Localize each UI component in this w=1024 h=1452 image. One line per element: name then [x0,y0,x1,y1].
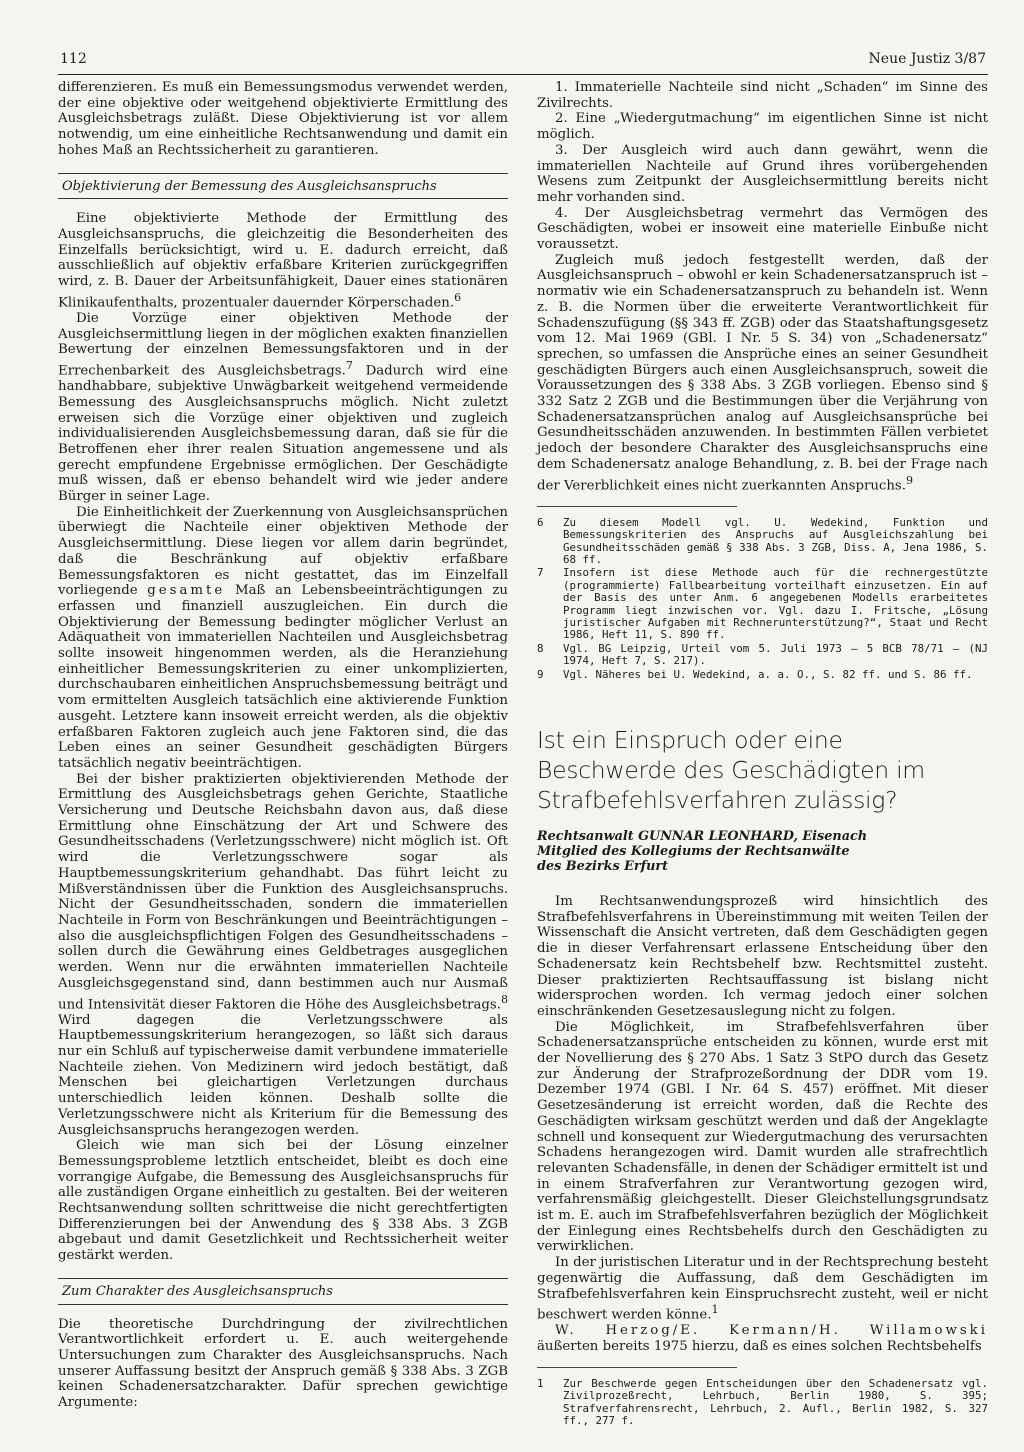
list-item: 3. Der Ausgleich wird auch dann gewährt, wenn die immateriellen Nachteile auf Grund ihres vorübergehenden Wesens zum Zeitpunkt der Ausgleichsermittlung bereits nicht mehr vorhanden sind. [537,142,988,205]
spaced-emphasis: gesamte [147,583,226,599]
intro-paragraph: differenzieren. Es muß ein Bemessungsmodus verwendet werden, der eine objektive oder weitgehend objektivierte Ermittlung des Ausgleichsbetrags zuläßt. Diese Objektivierung ist vor allem notwendig, um eine einheitliche Rechtsanwendung und damit ein hohes Maß an Rechtssicherheit zu garantieren. [58,80,508,158]
footnote [537,567,988,641]
footnote-divider [537,506,737,507]
paragraph-text: Bei der bisher praktizierten objektivierenden Methode der Ermittlung des Ausgleichsbetrags gehen Gerichte, Staatliche Versicherung und Deutsche Reichsbahn davon aus, daß diese Ermittlung ohne Einschätzung der Art und Schwere des Gesundheitsschadens (Verletzungsschwere) nicht möglich ist. Oft wird die Verletzungsschwere sogar als Hauptbemessungskriterium gehandhabt. Das führt leicht zu Mißverständnissen über die Funktion des Ausgleichsanspruchs. Nicht der Gesundheitsschaden, sondern die immateriellen Nachteile in Form von Beschränkungen und Beeinträchtigungen – also die ausgleichspflichtigen Folgen des Gesundheitsschadens – sollen durch die Gewährung eines Geldbetrages ausgeglichen werden. Wenn nur die erwähnten immateriellen Nachteile Ausgleichsgegenstand sind, dann bestimmen auch nur Ausmaß und Intensivität dieser Faktoren die Höhe des Ausgleichsbetrags. [58,771,508,1012]
paragraph-text: äußerten bereits 1975 hierzu, daß es eines solchen Rechtsbehelfs [537,1339,982,1355]
author-block [537,829,988,874]
paragraph [537,1323,988,1354]
footnote [537,1378,988,1428]
paragraph [58,772,508,1139]
footnote-text: Vgl. BG Leipzig, Urteil vom 5. Juli 1973 – 5 BCB 78/71 – (NJ 1974, Heft 7, S. 217). [563,641,988,668]
paragraph-text: Zugleich muß jedoch festgestellt werden, daß der Ausgleichsanspruch – obwohl er kein Schadenersatzanspruch ist – normativ wie ein Schadenersatzanspruch zu behandeln ist. Wenn z. B. die Normen über die erweiterte Verantwortlichkeit für Schadenszufügung (§§ 343 ff. ZGB) oder das Staatshaftungsgesetz vom 12. Mai 1969 (GBl. I Nr. 5 S. 34) von „Schadenersatz“ sprechen, so umfassen die Ansprüche eines an seiner Gesundheit geschädigten Bürgers auch einen Ausgleichsanspruch, soweit die Voraussetzungen des § 338 Abs. 3 ZGB vorliegen. Ebenso sind § 332 Satz 2 ZGB und die Bestimmungen über die Verjährung von Schadenersatzansprüchen analog auf Ausgleichsansprüche bei Gesundheitsschäden anzuwenden. In bestimmten Fällen verbietet jedoch der besondere Charakter des Ausgleichsanspruchs eine dem Schadenersatz analoge Behandlung, z. B. bei der Frage nach der Vererblichkeit eines nicht zuerkannten Anspruchs. [537,252,988,493]
footnote-ref: 9 [905,473,914,487]
footnote-text: Vgl. Näheres bei U. Wedekind, a. a. O., S. 82 ff. und S. 86 ff. [563,667,973,681]
paragraph: Im Rechtsanwendungsprozeß wird hinsichtlich des Strafbefehlsverfahrens in Übereinstimmung mit weiten Teilen der Wissenschaft die Ansicht vertreten, daß dem Geschädigten gegen die in dieser Verfahrensart erlassene Entscheidung über den Schadenersatz kein Rechtsbehelf bzw. Rechtsmittel zusteht. Dieser praktizierten Rechtsauffassung ist bislang nicht widersprochen worden. Ich vermag jedoch einer solchen einschränkenden Gesetzesauslegung nicht zu folgen. [537,893,988,1019]
footnote-ref: 6 [454,290,462,304]
paragraph [537,1255,988,1323]
footnote-ref: 7 [345,358,353,372]
footnote [537,643,988,668]
paragraph-text: Eine objektivierte Methode der Ermittlung des Ausgleichsanspruchs, die gleichzeitig die Besonderheiten des Einzelfalls berücksichtigt, wird u. E. dadurch erreicht, daß ausschließlich auf objektiv erfaßbare Kriterien zurückgegriffen wird, z. B. Dauer der Arbeitsunfähigkeit, Dauer eines stationären Klinikaufenthalts, prozentualer dauernder Körperschaden. [58,211,508,311]
footnote-divider [537,1367,737,1368]
footnote-number: 9 [537,667,544,681]
paragraph-text: In der juristischen Literatur und in der Rechtsprechung besteht gegenwärtig die Auffassung, daß dem Geschädigten im Strafbefehlsverfahren kein Einspruchsrecht zusteht, weil er nicht beschwert werden könne. [537,1255,988,1323]
author-name: Rechtsanwalt GUNNAR LEONHARD, Eisenach [537,828,868,844]
paragraph-text: Maß an Lebensbeeinträchtigungen zu erfassen und finanziell auszugleichen. Ein durch die Objektivierung der Bemessung bedingter möglicher Verlust an Adäquatheit von immateriellen Nachteilen und Ausgleichsbetrag sollte insoweit hingenommen werden, als die Heranziehung einheitlicher Bemessungskriterien zu einer unkomplizierten, durchschaubaren einheitlichen Anspruchsbemessung beiträgt und vom ermittelten Ausgleich tatsächlich eine aktivierende Funktion ausgeht. Letztere kann insoweit erreicht werden, als die objektiv erfaßbaren Faktoren zugleich auch jene Faktoren sind, die das Leben eines an seiner Gesundheit geschädigten Bürgers tatsächlich negativ beeinträchtigen. [58,583,508,771]
footnote-text: Insofern ist diese Methode auch für die rechnergestützte (programmierte) Fallbearbeitung vorteilhaft einzusetzen. Ein auf der Basis des unter Anm. 6 angegebenen Modells erarbeitetes Programm liegt inzwischen vor. Vgl. dazu I. Fritsche, „Lösung juristischer Aufgaben mit Rechnerunterstützung?“, Staat und Recht 1986, Heft 11, S. 890 ff. [563,566,988,642]
footnote-ref: 1 [711,1303,719,1317]
right-column [537,80,988,1428]
footnotes [537,517,988,681]
list-item: 2. Eine „Wiedergutmachung“ im eigentlichen Sinne ist nicht möglich. [537,111,988,143]
paragraph-text: Die Einheitlichkeit der Zuerkennung von Ausgleichsansprüchen überwiegt die Nachteile einer objektiven Methode der Ausgleichsermittlung. Diese liegen vor allem darin begründet, daß die Beschränkung auf objektiv erfaßbare Bemessungsfaktoren es nicht gestattet, das im Einzelfall vorliegende [58,504,508,599]
footnotes [537,1378,988,1428]
footnote-number: 1 [537,1376,544,1390]
section-heading-charakter: Zum Charakter des Ausgleichsanspruchs [58,1278,508,1305]
footnote-text: Zur Beschwerde gegen Entscheidungen über den Schadenersatz vgl. Zivilprozeßrecht, Lehrbuch, Berlin 1980, S. 395; Strafverfahrensrecht, Lehrbuch, 2. Aufl., Berlin 1982, S. 327 ff., 277 f. [563,1376,988,1428]
footnote-text: Zu diesem Modell vgl. U. Wedekind, Funktion und Bemessungskriterien des Anspruchs auf Ausgleichszahlung bei Gesundheitsschäden gemäß § 338 Abs. 3 ZGB, Diss. A, Jena 1986, S. 68 ff. [563,515,988,566]
footnote [537,669,988,681]
paragraph [58,211,508,311]
list-item: 1. Immaterielle Nachteile sind nicht „Schaden“ im Sinne des Zivilrechts. [537,80,988,111]
author-affiliation: Mitglied des Kollegiums der Rechtsanwälte [537,843,850,859]
footnote-number: 6 [537,515,544,529]
paragraph-text: Wird dagegen die Verletzungsschwere als Hauptbemessungskriterium herangezogen, so läßt sich daraus nur ein Schluß auf typischerweise damit verbundene immaterielle Nachteile ziehen. Von Medizinern wird jedoch bestätigt, daß Menschen bei gleichartigen Verletzungen durchaus unterschiedlich leiden können. Deshalb sollte die Verletzungsschwere nicht als Kriterium für die Bemessung des Ausgleichsanspruchs herangezogen werden. [58,1012,508,1138]
paragraph [58,311,508,505]
paragraph: Gleich wie man sich bei der Lösung einzelner Bemessungsprobleme letztlich entscheidet, bleibt es doch eine vorrangige Aufgabe, die Bemessung des Ausgleichsanspruchs für alle zuständigen Organe einheitlich zu gestalten. Bei der weiteren Rechtsanwendung sollten schrittweise die nicht gerechtfertigten Differenzierungen bei der Anwendung des § 338 Abs. 3 ZGB abgebaut und damit Gesetzlichkeit und Rechtssicherheit weiter gestärkt werden. [58,1138,508,1264]
journal-issue: Neue Justiz 3/87 [868,51,986,67]
footnote [537,517,988,567]
paragraph: Die theoretische Durchdringung der zivilrechtlichen Verantwortlichkeit erfordert u. E. auch weitergehende Untersuchungen zum Charakter des Ausgleichsanspruchs. Nach unserer Auffassung besitzt der Anspruch gemäß § 338 Abs. 3 ZGB keinen Schadenersatzcharakter. Dafür sprechen gewichtige Argumente: [58,1316,508,1411]
left-column [58,80,508,1411]
footnote-number: 8 [537,641,544,655]
paragraph: Die Möglichkeit, im Strafbefehlsverfahren über Schadenersatzansprüche entscheiden zu können, wurde erst mit der Novellierung des § 270 Abs. 1 Satz 3 StPO durch das Gesetz zur Änderung der Strafprozeßordnung der DDR vom 19. Dezember 1974 (GBl. I Nr. 64 S. 457) eröffnet. Mit dieser Gesetzesänderung ist erreicht worden, daß die Rechte des Geschädigten wirksam geschützt werden und daß der Angeklagte schnell und konsequent zur Wiedergutmachung des verursachten Schadens herangezogen wird. Damit wurden alle strafrechtlich relevanten Schadensfälle, in denen der Schädiger ermittelt ist und in einem Strafverfahren zur Verantwortung gezogen wird, verfahrensmäßig gleichgestellt. Dieser Gleichstellungsgrundsatz ist m. E. auch im Strafbefehlsverfahren bezüglich der Möglichkeit der Einlegung eines Rechtsbehelfs durch den Geschädigten zu verwirklichen. [537,1019,988,1255]
section-heading-objektivierung: Objektivierung der Bemessung des Ausgleichsanspruchs [58,173,508,200]
page-number: 112 [60,51,87,67]
running-header [58,52,988,75]
paragraph [537,253,988,494]
paragraph-text: Die Vorzüge einer objektiven Methode der Ausgleichsermittlung liegen in der möglichen exakten finanziellen Bewertung der einzelnen Bemessungsfaktoren und in der Errechenbarkeit des Ausgleichsbetrags. [58,310,508,379]
author-affiliation: des Bezirks Erfurt [537,858,669,874]
paragraph-text: Dadurch wird eine handhabbare, subjektive Unwägbarkeit weitgehend vermeidende Bemessung des Ausgleichsanspruchs möglich. Nicht zuletzt erweisen sich die Vorzüge einer objektiven und zugleich individualisierenden Ausgleichsbemessung daran, daß sie für die Betroffenen eher ihrer realen Situation angemessene und als gerecht empfundene Ergebnisse ermöglichen. Der Geschädigte muß wissen, daß er ebenso behandelt wird wie jeder andere Bürger in seiner Lage. [58,363,508,505]
list-item: 4. Der Ausgleichsbetrag vermehrt das Vermögen des Geschädigten, wobei er insoweit eine materielle Einbuße nicht voraussetzt. [537,205,988,253]
spaced-authors: W. Herzog/E. Kermann/H. Willamowski [555,1323,988,1339]
footnote-ref: 8 [500,992,508,1006]
article-title: Ist ein Einspruch oder eine Beschwerde des Geschädigten im Strafbefehlsverfahren zulässig? [537,725,925,814]
footnote-number: 7 [537,566,544,580]
paragraph [58,505,508,772]
